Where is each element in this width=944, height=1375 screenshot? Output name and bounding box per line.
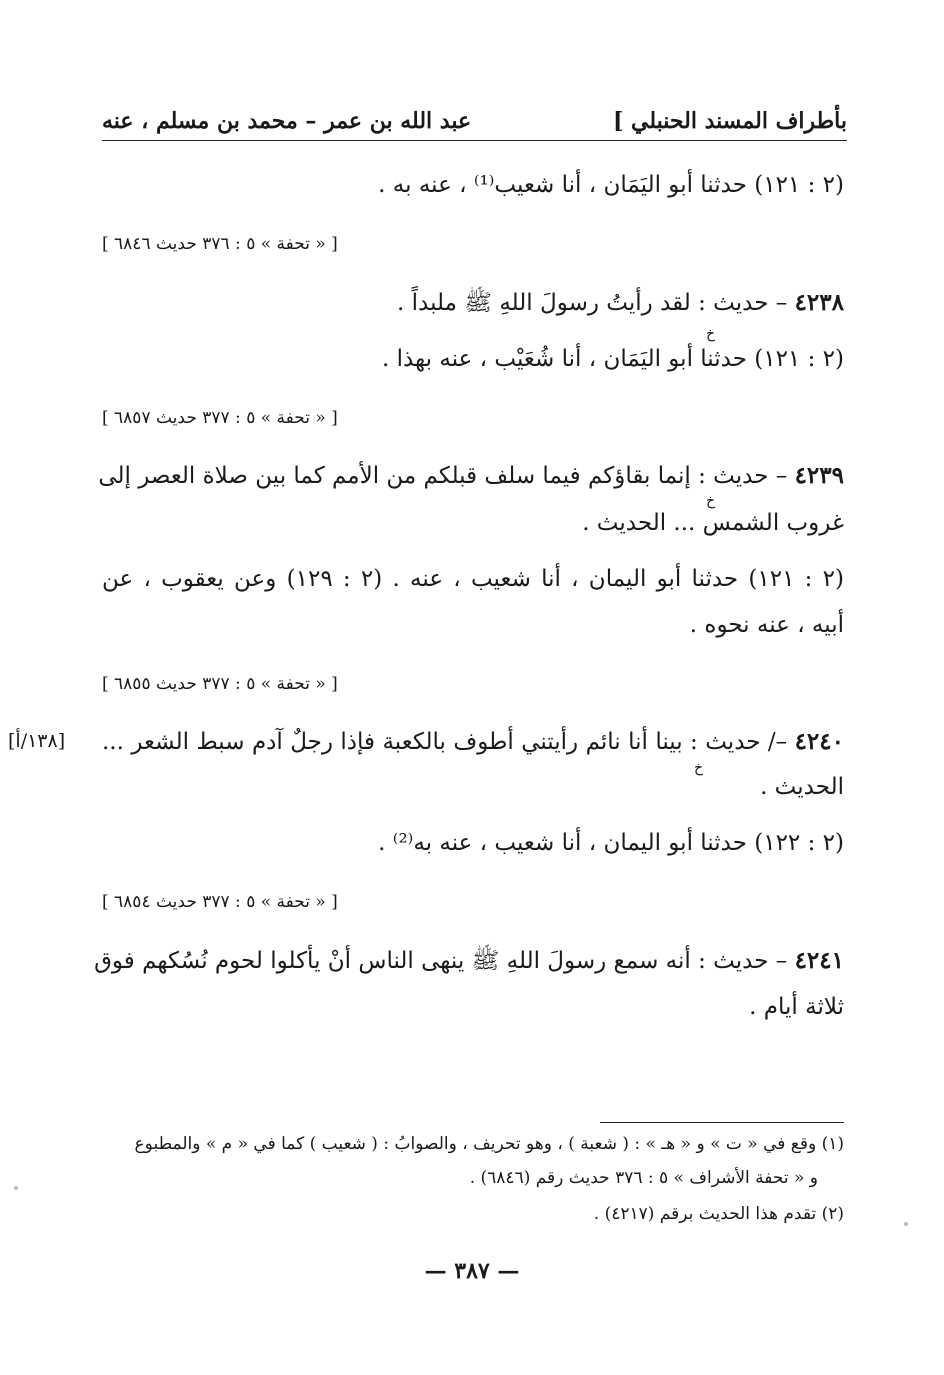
- footnote-1-cont: و « تحفة الأشراف » ٥ : ٣٧٦ حديث رقم (٦٨٤٦) .: [469, 1168, 818, 1188]
- hadith-text: – حديث : إنما بقاؤكم فيما سلف قبلكم من الأمم كما بين صلاة العصر إلى: [98, 463, 788, 489]
- header-book-title: بأطراف المسند الحنبلي ]: [612, 108, 847, 134]
- hadith-4239-line: [98, 462, 844, 489]
- source-siglum: خ: [706, 493, 716, 509]
- chain-line: (٢ : ١٢١) حدثنا أبو اليَمَان ، أنا شعيب⁽¹⁾ ، عنه به .: [378, 172, 844, 198]
- source-siglum: خ: [694, 760, 704, 776]
- running-header: [102, 100, 847, 142]
- hadith-text-cont: ثلاثة أيام .: [749, 994, 844, 1020]
- tuhfa-reference: [ « تحفة » ٥ : ٣٧٧ حديث ٦٨٥٤ ]: [102, 892, 338, 912]
- tuhfa-reference: [ « تحفة » ٥ : ٣٧٦ حديث ٦٨٤٦ ]: [102, 234, 338, 254]
- tuhfa-reference: [ « تحفة » ٥ : ٣٧٧ حديث ٦٨٥٧ ]: [102, 408, 338, 428]
- footnote-1: (١) وقع في « ت » و « هـ » : ( شعبة ) ، وهو تحريف ، والصوابُ : ( شعيب ) كما في « م » والمطبوع: [134, 1134, 844, 1154]
- header-rule: [102, 140, 847, 141]
- hadith-text: –/ حديث : بينا أنا نائم رأيتني أطوف بالكعبة فإذا رجلٌ آدم سبط الشعر ...: [102, 729, 788, 755]
- hadith-text: – حديث : أنه سمع رسولَ اللهِ ﷺ ينهى الناس أنْ يأكلوا لحوم نُسُكهم فوق: [94, 948, 788, 974]
- scan-speck: [14, 1186, 18, 1190]
- chain-line-cont: أبيه ، عنه نحوه .: [689, 612, 844, 638]
- hadith-4240-line: [102, 728, 844, 755]
- chain-line: (٢ : ١٢٢) حدثنا أبو اليمان ، أنا شعيب ، عنه به⁽²⁾ .: [378, 830, 844, 856]
- scan-speck: [904, 1222, 908, 1226]
- hadith-text-cont: غروب الشمس ... الحديث .: [582, 510, 844, 536]
- hadith-number: ٤٢٣٩: [794, 462, 844, 489]
- hadith-text: – حديث : لقد رأيتُ رسولَ اللهِ ﷺ ملبداً .: [396, 290, 788, 316]
- hadith-4238-line: [397, 288, 844, 322]
- tuhfa-reference: [ « تحفة » ٥ : ٣٧٧ حديث ٦٨٥٥ ]: [102, 674, 338, 694]
- hadith-4241-line: [94, 946, 844, 980]
- hadith-text-cont: الحديث .: [760, 774, 844, 800]
- manuscript-folio-marker: [١٣٨/أ]: [8, 730, 66, 752]
- footnote-rule: [600, 1122, 844, 1123]
- hadith-number: ٤٢٤١: [794, 947, 844, 974]
- footnote-2: (٢) تقدم هذا الحديث برقم (٤٢١٧) .: [593, 1204, 844, 1224]
- hadith-number: ٤٢٣٨: [794, 289, 844, 316]
- header-section-title: عبد الله بن عمر – محمد بن مسلم ، عنه: [102, 108, 472, 134]
- page-number: — ٣٨٧ —: [424, 1258, 520, 1284]
- hadith-number: ٤٢٤٠: [794, 728, 844, 755]
- source-siglum: خ: [706, 326, 716, 342]
- chain-line: (٢ : ١٢١) حدثنا أبو اليمان ، أنا شعيب ، عنه . (٢ : ١٢٩) وعن يعقوب ، عن: [102, 566, 845, 592]
- chain-line: (٢ : ١٢١) حدثنا أبو اليَمَان ، أنا شُعَيْب ، عنه بهذا .: [381, 346, 844, 372]
